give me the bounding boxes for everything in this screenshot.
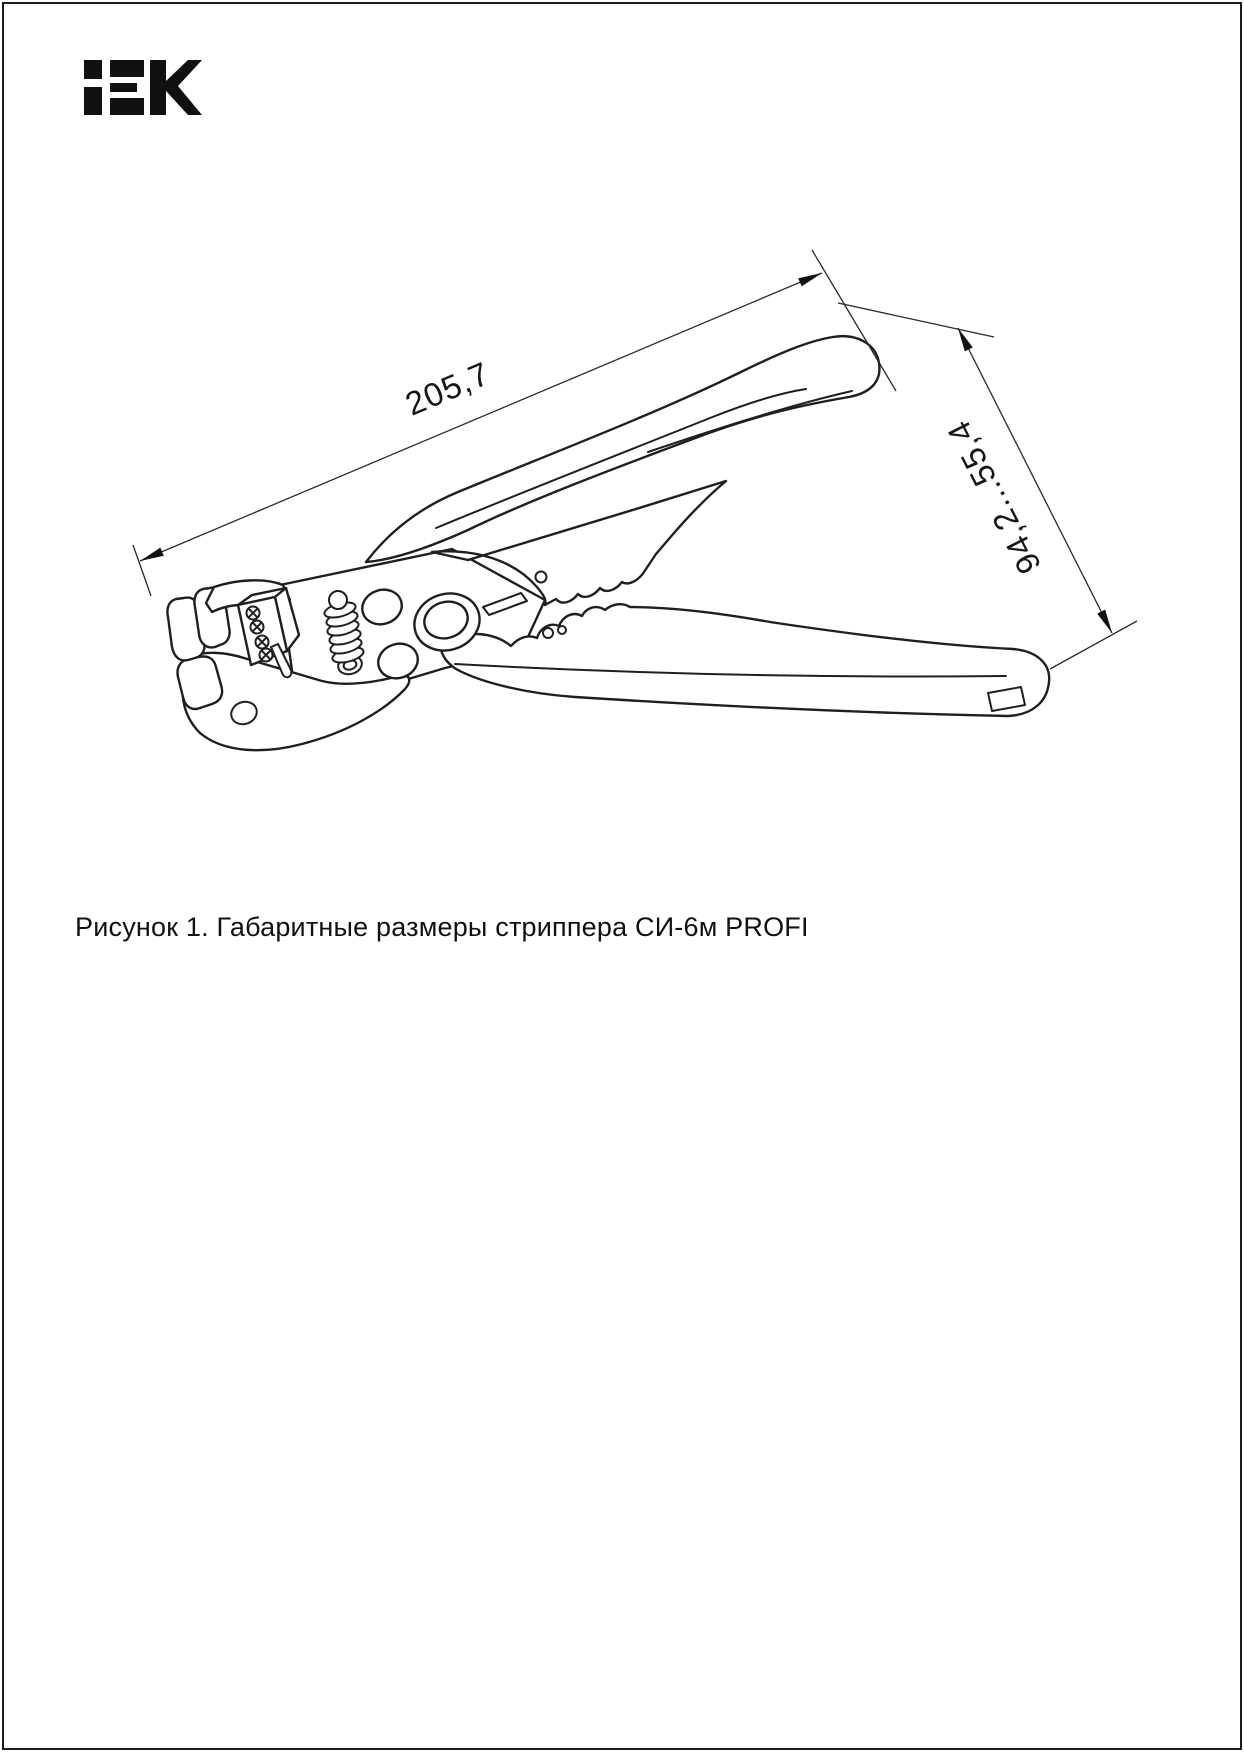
logo-e-bottom	[110, 98, 144, 115]
logo-i-stem	[84, 87, 102, 115]
lower-jaw-pad	[177, 656, 222, 709]
logo-e-mid	[110, 83, 137, 92]
lower-arm-hole	[543, 628, 553, 638]
logo-i-dot	[84, 60, 102, 79]
arrowhead	[140, 548, 164, 561]
dimension-length	[133, 250, 896, 596]
body-hole	[536, 572, 547, 583]
lower-arm-hole-small	[558, 626, 566, 634]
figure-caption: Рисунок 1. Габаритные размеры стриппера СИ-6м PROFI	[75, 912, 809, 942]
arrowhead	[1097, 610, 1112, 633]
iek-logo	[84, 60, 202, 115]
logo-k	[150, 60, 202, 115]
stripper-tool-drawing	[167, 336, 1049, 750]
dimension-height	[838, 303, 1137, 669]
extension-line	[133, 545, 151, 596]
logo-e-top	[110, 60, 144, 77]
dimension-label-height: 94,2...55,4	[939, 414, 1049, 581]
dimension-label-length: 205,7	[399, 354, 496, 423]
extension-line	[1050, 621, 1137, 669]
arrowhead	[798, 273, 822, 286]
